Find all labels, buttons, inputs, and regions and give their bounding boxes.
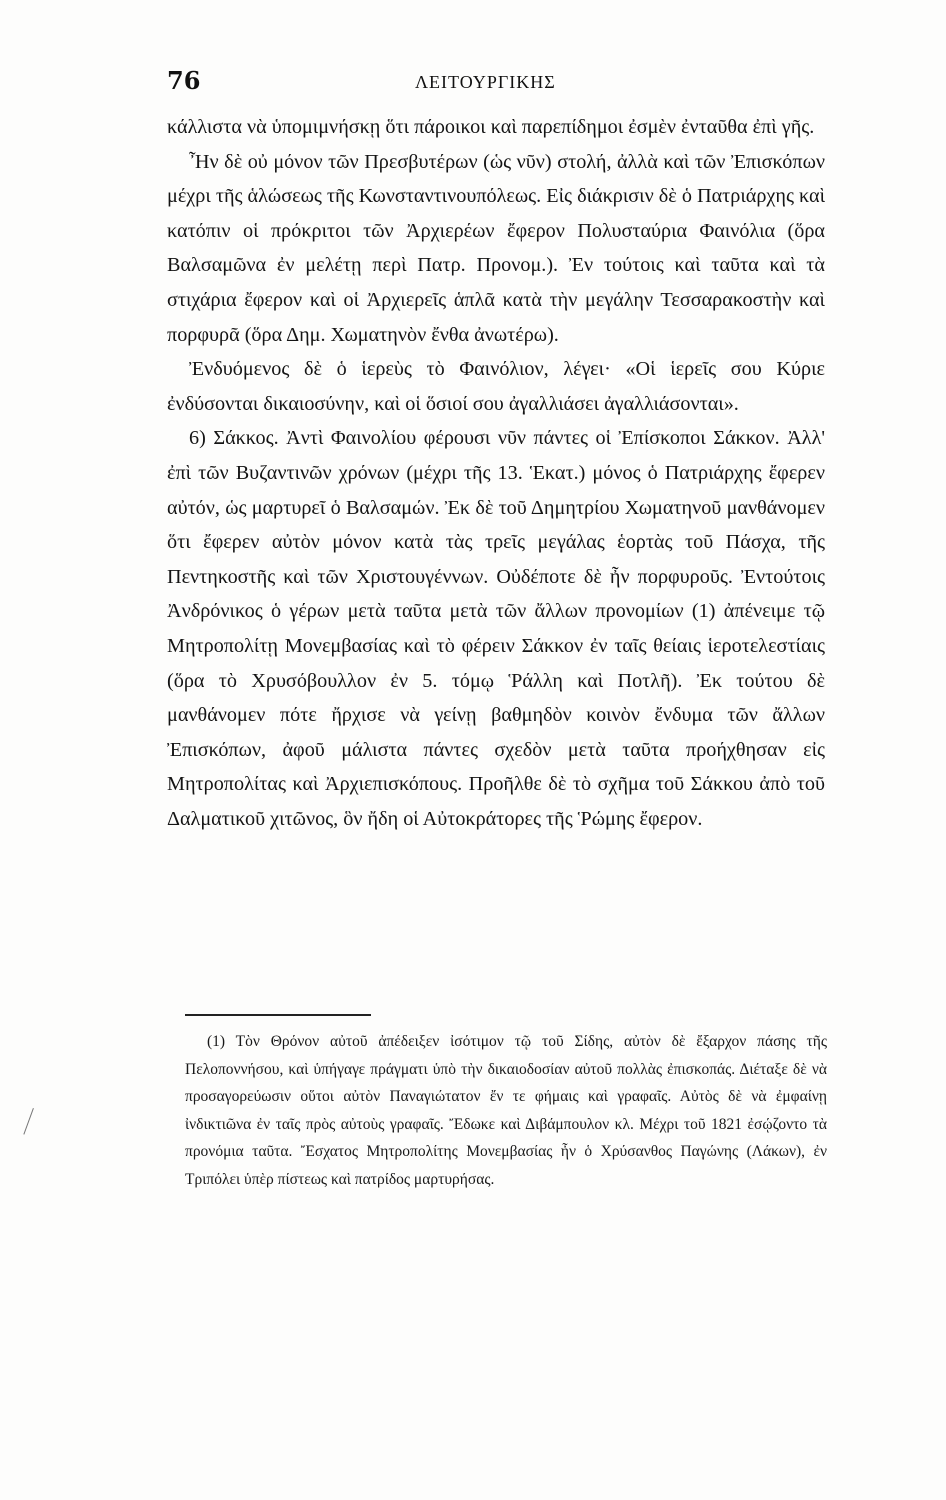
running-head: ΛΕΙΤΟΥΡΓΙΚΗΣ <box>415 72 556 92</box>
footnote-separator <box>185 1014 371 1016</box>
paragraph: Ἦν δὲ οὐ μόνον τῶν Πρεσβυτέρων (ὡς νῦν) στολή, ἀλλὰ καὶ τῶν Ἐπισκόπων μέχρι τῆς ἁλώσεως τῆς Κωνσταντινουπόλεως. Εἰς διάκρισιν δὲ ὁ Πατριάρχης καὶ κατόπιν οἱ πρόκριτοι τῶν Ἀρχιερέων ἔφερον Πολυσταύρια Φαινόλια (ὅρα Βαλσαμῶνα ἐν μελέτῃ περὶ Πατρ. Προνομ.). Ἐν τούτοις καὶ ταῦτα καὶ τὰ στιχάρια ἔφερον καὶ οἱ Ἀρχιερεῖς ἁπλᾶ κατὰ τὴν μεγάλην Τεσσαρακοστὴν καὶ πορφυρᾶ (ὅρα Δημ. Χωματηνὸν ἔνθα ἀνωτέρω). <box>167 150 825 346</box>
footnote-text: (1) Τὸν Θρόνον αὐτοῦ ἀπέδειξεν ἰσότιμον τῷ τοῦ Σίδης, αὐτὸν δὲ ἔξαρχον πάσης τῆς Πελοποννήσου, καὶ ὑπήγαγε πράγματι ὑπὸ τὴν δικαιοδοσίαν αὐτοῦ πολλὰς ἐπισκοπάς. Διέταξε δὲ νὰ προσαγορεύωσιν οὕτοι αὐτὸν Παναγιώτατον ἔν τε φήμαις καὶ γραφαῖς. Αὐτὸς δὲ νὰ ἐμφαίνῃ ἰνδικτιῶνα ἐν ταῖς πρὸς αὐτοὺς γραφαῖς. Ἔδωκε καὶ Διβάμπουλον κλ. Μέχρι τοῦ 1821 ἐσῴζοντο τὰ προνόμια ταῦτα. Ἔσχατος Μητροπολίτης Μονεμβασίας ἦν ὁ Χρύσανθος Παγώνης (Λάκων), ἐν Τριπόλει ὑπὲρ πίστεως καὶ πατρίδος μαρτυρήσας. <box>185 1033 827 1188</box>
paragraph: 6) Σάκκος. Ἀντὶ Φαινολίου φέρουσι νῦν πάντες οἱ Ἐπίσκοποι Σάκκον. Ἀλλ' ἐπὶ τῶν Βυζαντινῶν χρόνων (μέχρι τῆς 13. Ἑκατ.) μόνος ὁ Πατριάρχης ἔφερεν αὐτόν, ὡς μαρτυρεῖ ὁ Βαλσαμών. Ἐκ δὲ τοῦ Δημητρίου Χωματηνοῦ μανθάνομεν ὅτι ἔφερεν αὐτὸν μόνον κατὰ τὰς τρεῖς μεγάλας ἑορτὰς τοῦ Πάσχα, τῆς Πεντηκοστῆς καὶ τῶν Χριστουγέννων. Οὐδέποτε δὲ ἦν πορφυροῦς. Ἐντούτοις Ἀνδρόνικος ὁ γέρων μετὰ ταῦτα μετὰ τῶν ἄλλων προνομίων (1) ἀπένειμε τῷ Μητροπολίτῃ Μονεμβασίας καὶ τὸ φέρειν Σάκκον ἐν ταῖς θείαις ἱεροτελεστίαις (ὅρα τὸ Χρυσόβουλλον ἐν 5. τόμῳ Ῥάλλη καὶ Ποτλῆ). Ἐκ τούτου δὲ μανθάνομεν πότε ἤρχισε νὰ γείνῃ βαθμηδὸν κοινὸν ἔνδυμα τῶν ἄλλων Ἐπισκόπων, ἀφοῦ μάλιστα πάντες σχεδὸν μετὰ ταῦτα προήχθησαν εἰς Μητροπολίτας καὶ Ἀρχιεπισκόπους. Προῆλθε δὲ τὸ σχῆμα τοῦ Σάκκου ἀπὸ τοῦ Δαλματικοῦ χιτῶνος, ὃν ἤδη οἱ Αὐτοκράτορες τῆς Ῥώμης ἔφερον. <box>167 427 825 830</box>
paragraph: κάλλιστα νὰ ὑπομιμνήσκῃ ὅτι πάροικοι καὶ παρεπίδημοι ἐσμὲν ἐνταῦθα ἐπὶ γῆς. <box>167 116 815 138</box>
footnote <box>185 1028 827 1193</box>
paragraph: Ἐνδυόμενος δὲ ὁ ἱερεὺς τὸ Φαινόλιον, λέγει· «Οἱ ἱερεῖς σου Κύριε ἐνδύσονται δικαιοσύνην, καὶ οἱ ὅσιοί σου ἀγαλλιάσει ἀγαλλιάσονται». <box>167 358 825 415</box>
main-text <box>167 110 825 836</box>
page-number: 76 <box>167 66 201 95</box>
page-header <box>163 66 823 106</box>
margin-pencil-mark <box>23 1108 37 1136</box>
